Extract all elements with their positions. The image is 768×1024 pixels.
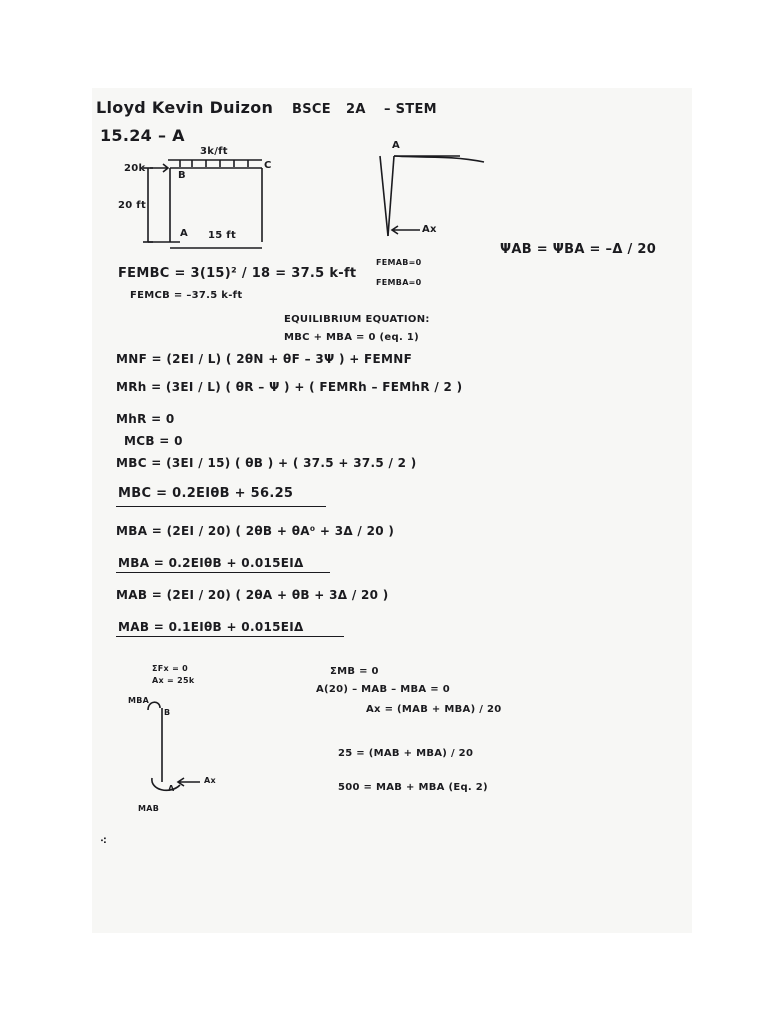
mhr-zero: MhR = 0: [116, 412, 175, 426]
equilibrium-eq1: MBC + MBA = 0 (eq. 1): [284, 332, 419, 343]
load-arrows: [180, 160, 248, 167]
span-label: 15 ft: [208, 230, 237, 241]
mab-arc: [152, 778, 180, 790]
fem-cb-equation: FEMCB = –37.5 k-ft: [130, 290, 243, 301]
fem-ba-label: FEMBA=0: [376, 278, 422, 287]
node-c-label: C: [264, 160, 272, 171]
ax-value: Ax = 25k: [152, 676, 195, 685]
stray-mark: ⁖: [100, 836, 108, 847]
node-b-label: B: [178, 170, 186, 181]
deflected-ax-label: Ax: [422, 224, 437, 235]
student-name: Lloyd Kevin Duizon: [96, 98, 274, 117]
ax-arrow: [392, 226, 420, 234]
mba-arc: [148, 702, 160, 710]
psi-relation: ΨAB = ΨBA = –Δ / 20: [500, 242, 657, 257]
fem-bc-equation: FEMBC = 3(15)² / 18 = 37.5 k-ft: [118, 266, 357, 281]
load-label: 3k/ft: [200, 146, 228, 157]
equation-2: 500 = MAB + MBA (Eq. 2): [338, 782, 488, 793]
fem-ab-label: FEMAB=0: [376, 258, 422, 267]
fbd-mab: MAB: [138, 804, 160, 813]
node-a-label: A: [180, 228, 189, 239]
sum-fx: ΣFx = 0: [152, 664, 189, 673]
section: – STEM: [384, 102, 437, 117]
general-equation: MNF = (2EI / L) ( 2θN + θF – 3Ψ ) + FEMNF: [116, 352, 413, 366]
deflected-column-2: [380, 156, 388, 236]
fbd-node-a: A: [168, 784, 175, 793]
mba-expanded: MBA = (2EI / 20) ( 2θB + θA⁰ + 3Δ / 20 ): [116, 524, 395, 538]
separator-3: [116, 636, 344, 637]
ax-expression: Ax = (MAB + MBA) / 20: [366, 704, 502, 715]
equilibrium-title: EQUILIBRIUM EQUATION:: [284, 314, 430, 325]
separator-1: [116, 506, 326, 507]
course: BSCE: [292, 102, 331, 117]
horizontal-load-label: 20k: [124, 163, 146, 174]
mba-result: MBA = 0.2EIθB + 0.015EIΔ: [118, 556, 304, 570]
modified-equation: MRh = (3EI / L) ( θR – Ψ ) + ( FEMRh – FEMhR / 2 ): [116, 380, 463, 394]
problem-number: 15.24 – A: [100, 126, 185, 145]
horizontal-load-arrow: [150, 164, 168, 172]
substituted-eq: 25 = (MAB + MBA) / 20: [338, 748, 474, 759]
mbc-expanded: MBC = (3EI / 15) ( θB ) + ( 37.5 + 37.5 / 2 ): [116, 456, 417, 470]
deflected-column: [388, 156, 394, 236]
fbd-mba: MBA: [128, 696, 150, 705]
mcb-zero: MCB = 0: [124, 434, 183, 448]
height-label: 20 ft: [118, 200, 147, 211]
separator-2: [116, 572, 330, 573]
fbd-ax-arrow: [178, 778, 200, 786]
mab-expanded: MAB = (2EI / 20) ( 2θA + θB + 3Δ / 20 ): [116, 588, 389, 602]
mbc-result: MBC = 0.2EIθB + 56.25: [118, 486, 294, 501]
deflected-node-a: A: [392, 140, 401, 151]
deflected-beam: [394, 156, 484, 162]
moment-eq: A(20) – MAB – MBA = 0: [316, 684, 450, 695]
fbd-node-b: B: [164, 708, 171, 717]
year-level: 2A: [346, 102, 366, 117]
sum-mb: ΣMB = 0: [330, 666, 379, 677]
mab-result: MAB = 0.1EIθB + 0.015EIΔ: [118, 620, 304, 634]
fbd-ax: Ax: [204, 776, 216, 785]
